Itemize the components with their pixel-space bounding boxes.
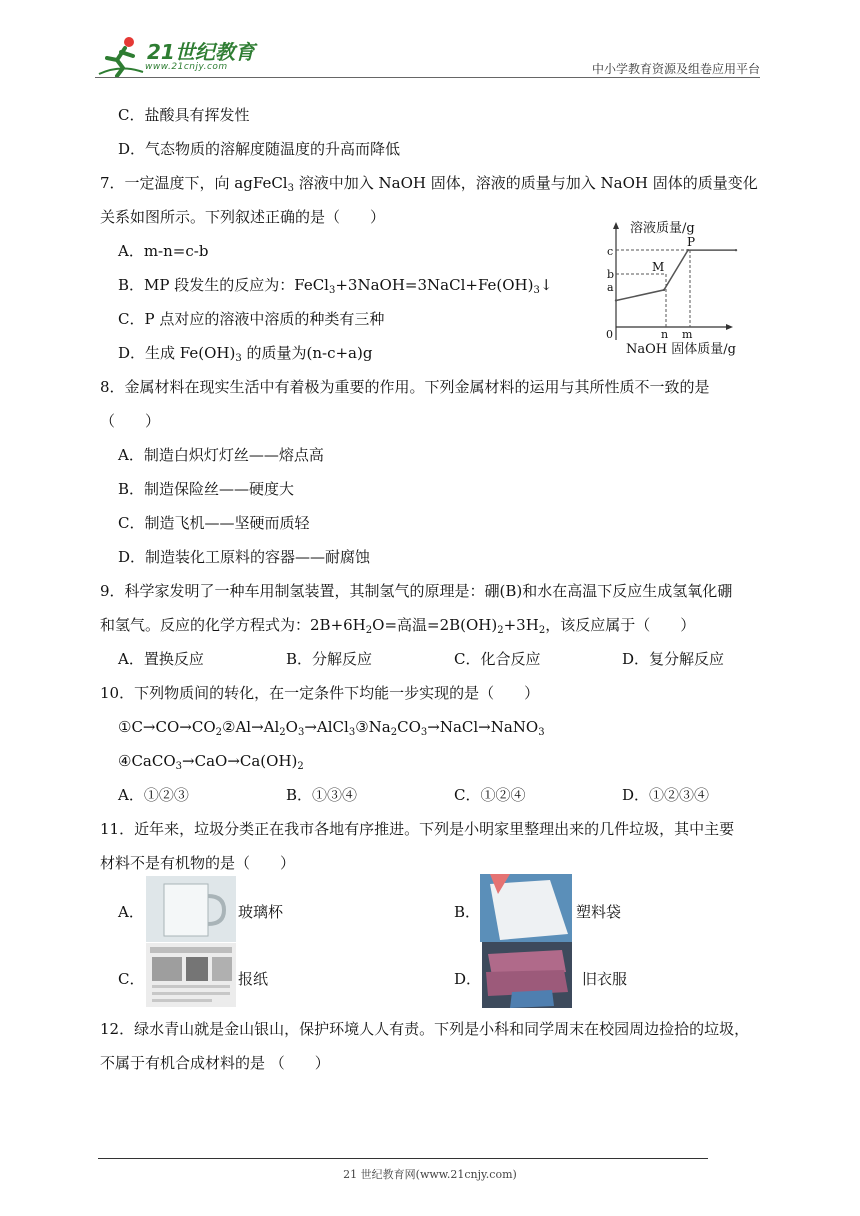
newspaper-image bbox=[146, 943, 236, 1007]
q8-stem-line2: （ ） bbox=[100, 412, 161, 430]
q8-option-c: C．制造飞机——坚硬而质轻 bbox=[118, 514, 310, 532]
q7-option-b: B．MP 段发生的反应为：$FeCl_3+3NaOH=3NaCl+Fe(OH)_3↓$ bbox=[118, 276, 553, 296]
x-tick-n: n bbox=[661, 328, 669, 341]
q10-items-line2: $④CaCO_3\to CaO\to Ca(OH)_2$ bbox=[118, 752, 304, 772]
q12-stem-line1: 12．绿水青山就是金山银山，保护环境人人有责。下列是小科和同学周末在校园周边捡拾的垃圾， bbox=[100, 1020, 750, 1038]
q6-option-d: D．气态物质的溶解度随温度的升高而降低 bbox=[118, 140, 401, 158]
y-tick-b: b bbox=[607, 268, 615, 281]
q10-option-a: A．①②③ bbox=[118, 786, 189, 804]
q8-option-a: A．制造白炽灯灯丝——熔点高 bbox=[118, 446, 324, 464]
q7-option-c: C．P 点对应的溶液中溶质的种类有三种 bbox=[118, 310, 385, 328]
q10-option-b: B．①③④ bbox=[286, 786, 358, 804]
data-point-3 bbox=[735, 249, 737, 251]
logo-text: 21世纪教育 bbox=[147, 40, 255, 64]
point-label-p: P bbox=[687, 235, 696, 249]
runner-icon bbox=[95, 34, 145, 78]
q9-option-a: A．置换反应 bbox=[118, 650, 204, 668]
point-label-m: M bbox=[652, 260, 665, 274]
q9-option-b: B．分解反应 bbox=[286, 650, 373, 668]
origin-label: 0 bbox=[606, 328, 613, 341]
site-logo bbox=[95, 34, 265, 76]
plastic-bag-image bbox=[480, 874, 572, 942]
q9-stem-line2: 和氢气。反应的化学方程式为：$2B+6H_2O=$高温$=2B(OH)_2+3H_2$，该反应属于（ ） bbox=[100, 616, 696, 636]
page-header bbox=[95, 30, 760, 80]
q7-option-a: A．m-n=c-b bbox=[118, 242, 209, 260]
q7-stem-line2: 关系如图所示。下列叙述正确的是（ ） bbox=[100, 208, 386, 226]
q11-option-a-text: 玻璃杯 bbox=[238, 903, 284, 921]
q12-stem-line2: 不属于有机合成材料的是 （ ） bbox=[100, 1054, 330, 1072]
q9-option-d: D．复分解反应 bbox=[622, 650, 725, 668]
y-tick-a: a bbox=[607, 281, 614, 294]
q11-option-d-label: D． bbox=[454, 970, 482, 988]
header-platform-name: 中小学教育资源及组卷应用平台 bbox=[591, 62, 760, 76]
x-axis-arrow bbox=[726, 324, 733, 330]
data-point-2 bbox=[687, 249, 689, 251]
header-divider bbox=[95, 77, 760, 78]
q8-option-b: B．制造保险丝——硬度大 bbox=[118, 480, 295, 498]
y-tick-c: c bbox=[607, 245, 614, 258]
x-axis-label: NaOH 固体质量/g bbox=[626, 342, 736, 357]
q11-option-b-label: B． bbox=[454, 903, 481, 921]
q9-option-c: C．化合反应 bbox=[454, 650, 541, 668]
q11-option-c-text: 报纸 bbox=[238, 970, 269, 988]
y-axis-arrow bbox=[613, 222, 619, 229]
logo-url: www.21cnjy.com bbox=[145, 62, 228, 72]
q7-chart bbox=[604, 212, 754, 362]
q11-option-d-text: 旧衣服 bbox=[582, 970, 628, 988]
glass-cup-image bbox=[146, 876, 236, 942]
q11-option-b-text: 塑料袋 bbox=[576, 903, 622, 921]
q10-items-line1: $①C\to CO\to CO_2②Al\to Al_2O_3\to AlCl_3③Na_2CO_3\to NaCl\to NaNO_3$ bbox=[118, 718, 545, 738]
data-point-0 bbox=[615, 299, 617, 301]
q11-stem-line2: 材料不是有机物的是（ ） bbox=[100, 854, 296, 872]
page-footer: 21 世纪教育网(www.21cnjy.com) bbox=[343, 1168, 517, 1181]
q7-stem-line1: 7．一定温度下，向 agFeCl$_3$ 溶液中加入 NaOH 固体，溶液的质量与加入 NaOH 固体的质量变化 bbox=[100, 174, 758, 194]
q6-option-c: C．盐酸具有挥发性 bbox=[118, 106, 250, 124]
q10-option-d: D．①②③④ bbox=[622, 786, 710, 804]
x-tick-m: m bbox=[682, 328, 693, 341]
data-point-1 bbox=[663, 289, 665, 291]
q8-stem-line1: 8．金属材料在现实生活中有着极为重要的作用。下列金属材料的运用与其所性质不一致的是 bbox=[100, 378, 710, 396]
old-clothes-image bbox=[482, 942, 572, 1008]
q9-stem-line1: 9．科学家发明了一种车用制氢装置，其制氢气的原理是：硼(B)和水在高温下反应生成氢氧化硼 bbox=[100, 582, 733, 600]
y-axis-label: 溶液质量/g bbox=[630, 221, 695, 236]
q10-option-c: C．①②④ bbox=[454, 786, 526, 804]
footer-divider bbox=[98, 1158, 708, 1159]
q7-option-d: D．生成 $Fe(OH)_3$ 的质量为(n-c+a)g bbox=[118, 344, 373, 364]
q11-stem-line1: 11．近年来，垃圾分类正在我市各地有序推进。下列是小明家里整理出来的几件垃圾，其中主要 bbox=[100, 820, 735, 838]
q11-option-a-label: A． bbox=[118, 903, 144, 921]
q10-stem: 10．下列物质间的转化，在一定条件下均能一步实现的是（ ） bbox=[100, 684, 540, 702]
data-line bbox=[616, 250, 736, 300]
q11-option-c-label: C． bbox=[118, 970, 145, 988]
q8-option-d: D．制造装化工原料的容器——耐腐蚀 bbox=[118, 548, 371, 566]
